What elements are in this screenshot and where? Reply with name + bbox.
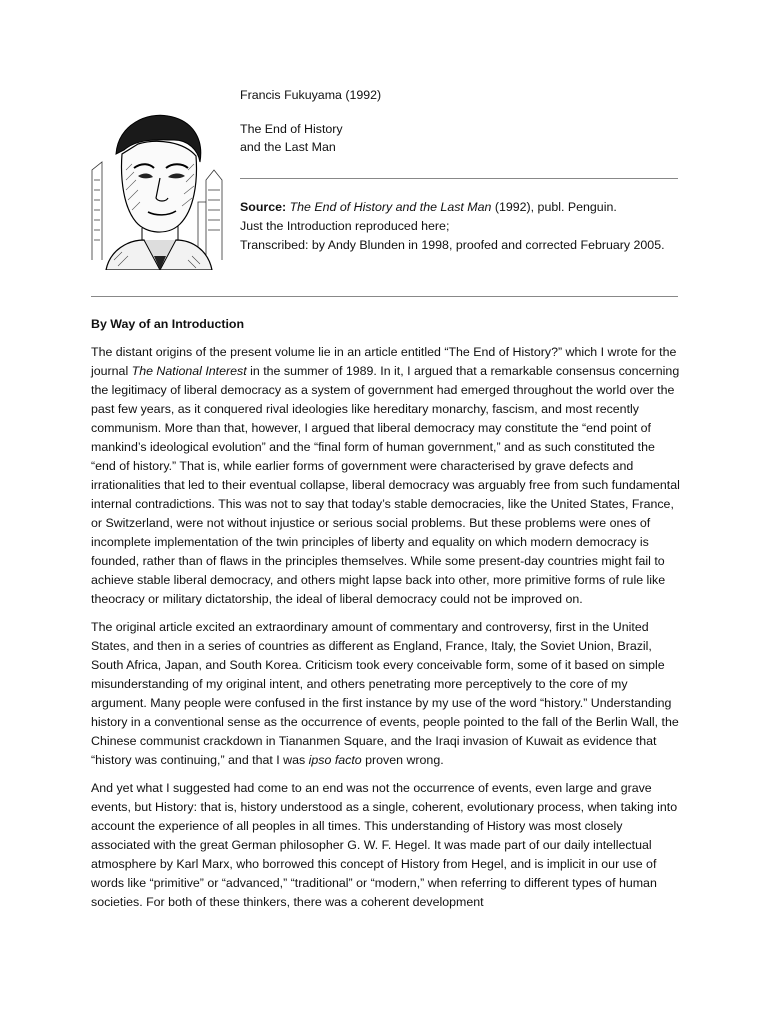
journal-title: The National Interest: [131, 364, 247, 378]
ipso-facto: ipso facto: [308, 753, 362, 767]
section-divider: [91, 296, 678, 297]
source-label: Source:: [240, 200, 287, 214]
paragraph-3: And yet what I suggested had come to an end was not the occurrence of events, even large and grave events, but History: that is, history understood as a single, coherent, evolutionary process, when taking into account the experience of all peoples in all times. This understanding of History was most closely associated with the great German philosopher G. W. F. Hegel. It was made part of our daily intellectual atmosphere by Karl Marx, who borrowed this concept of History from Hegel, and is implicit in our use of words like “primitive” or “advanced,” “traditional” or “modern,” when referring to different types of human societies. For both of these thinkers, there was a coherent development: [91, 781, 678, 909]
source-publication: (1992), publ. Penguin.: [491, 200, 617, 214]
source-block: [240, 198, 678, 255]
source-line: [240, 198, 678, 217]
paragraph-2-part-a: The original article excited an extraordinary amount of commentary and controversy, first in the United States, and then in a series of countries as different as England, France, Italy, the Soviet Union, Brazil, South Africa, Japan, and South Korea. Criticism took every conceivable form, some of it based on simple misunderstanding of my original intent, and others penetrating more perceptively to the core of my argument. Many people were confused in the first instance by my use of the word “history.” Understanding history in a conventional sense as the occurrence of events, people pointed to the fall of the Berlin Wall, the Chinese communist crackdown in Tiananmen Square, and the Iraqi invasion of Kuwait as evidence that “history was continuing,” and that I was: [91, 620, 679, 767]
document-header: [240, 86, 678, 157]
source-work-title: The End of History and the Last Man: [289, 200, 492, 214]
document-body: [91, 315, 681, 921]
paragraph-1-part-a: The distant origins of the present volume lie in an article entitled “The End of History?” which I wrote for the journal: [91, 345, 677, 378]
paragraph-2: [91, 618, 681, 770]
header-divider: [240, 178, 678, 179]
transcribed-line: Transcribed: by Andy Blunden in 1998, proofed and corrected February 2005.: [240, 238, 665, 252]
section-heading: By Way of an Introduction: [91, 317, 245, 331]
author-line: Francis Fukuyama (1992): [240, 88, 382, 102]
paragraph-1: [91, 343, 681, 609]
paragraph-2-part-b: proven wrong.: [361, 753, 444, 767]
paragraph-1-part-b: in the summer of 1989. In it, I argued that a remarkable consensus concerning the legitimacy of liberal democracy as a system of government had emerged throughout the world over the past few years, as it conquered rival ideologies like hereditary monarchy, fascism, and most recently communism. More than that, however, I argued that liberal democracy may constitute the “end point of mankind’s ideological evolution” and the “final form of human government,” and as such constituted the “end of history.” That is, while earlier forms of government were characterised by grave defects and irrationalities that led to their eventual collapse, liberal democracy was arguably free from such fundamental internal contradictions. This was not to say that today’s stable democracies, like the United States, France, or Switzerland, were not without injustice or serious social problems. But these problems were ones of incomplete implementation of the twin principles of liberty and equality on which modern democracy is founded, rather than of flaws in the principles themselves. While some present-day countries might fail to achieve stable liberal democracy, and others might lapse back into other, more primitive forms of rule like theocracy or military dictatorship, the ideal of liberal democracy could not be improved on.: [91, 364, 680, 606]
source-note: Just the Introduction reproduced here;: [240, 219, 450, 233]
title-line-1: The End of History: [240, 121, 343, 136]
author-portrait-sketch: [88, 110, 226, 270]
title-line-2: and the Last Man: [240, 140, 336, 154]
